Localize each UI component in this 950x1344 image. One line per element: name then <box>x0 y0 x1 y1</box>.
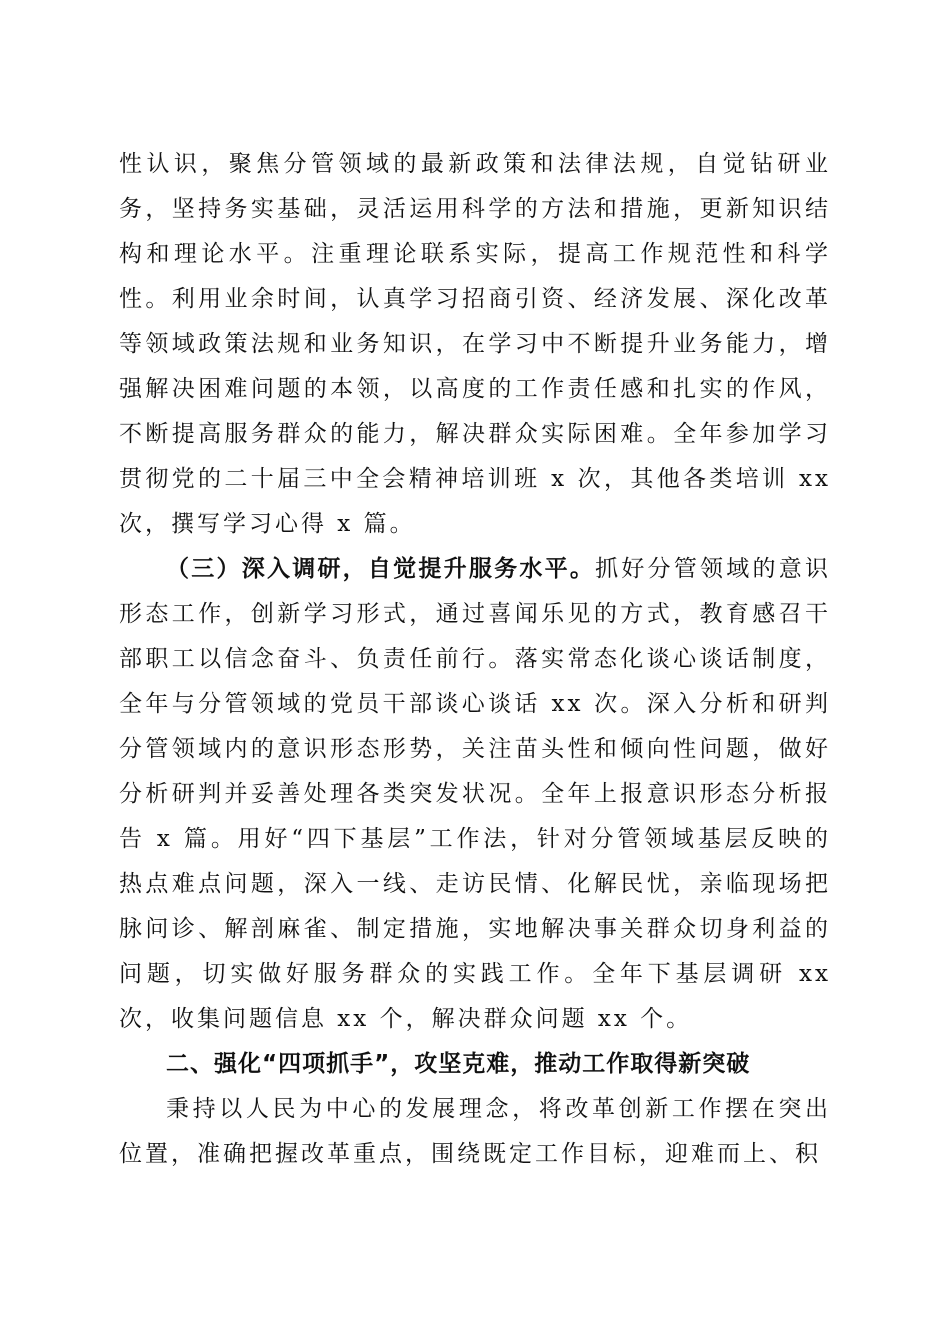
section-body: 抓好分管领域的意识形态工作，创新学习形式，通过喜闻乐见的方式，教育感召干部职工以信念奋斗、负责任前行。落实常态化谈心谈话制度，全年与分管领域的党员干部谈心谈话 xx 次。深入分析和研判分管领域内的意识形态形势，关注苗头性和倾向性问题，做好分析研判并妥善处理各类突发状况。全年上报意识形态分析报告 x 篇。用好“四下基层”工作法，针对分管领域基层反映的热点难点问题，深入一线、走访民情、化解民忧，亲临现场把脉问诊、解剖麻雀、制定措施，实地解决事关群众切身利益的问题，切实做好服务群众的实践工作。全年下基层调研 xx 次，收集问题信息 xx 个，解决群众问题 xx 个。 <box>119 556 832 1032</box>
body-paragraph: 秉持以人民为中心的发展理念，将改革创新工作摆在突出位置，准确把握改革重点，围绕既定工作目标，迎难而上、积 <box>119 1096 831 1167</box>
chapter-heading: 二、强化“四项抓手”，攻坚克难，推动工作取得新突破 <box>166 1051 751 1077</box>
body-paragraph: 性认识，聚焦分管领域的最新政策和法律法规，自觉钻研业务，坚持务实基础，灵活运用科学的方法和措施，更新知识结构和理论水平。注重理论联系实际，提高工作规范性和科学性。利用业余时间，认真学习招商引资、经济发展、深化改革等领域政策法规和业务知识，在学习中不断提升业务能力，增强解决困难问题的本领，以高度的工作责任感和扎实的作风，不断提高服务群众的能力，解决群众实际困难。全年参加学习贯彻党的二十届三中全会精神培训班 x 次，其他各类培训 xx 次，撰写学习心得 x 篇。 <box>119 151 831 537</box>
document-page <box>119 142 831 1177</box>
section-paragraph <box>119 547 831 1042</box>
section-heading: （三）深入调研，自觉提升服务水平。 <box>166 556 596 582</box>
